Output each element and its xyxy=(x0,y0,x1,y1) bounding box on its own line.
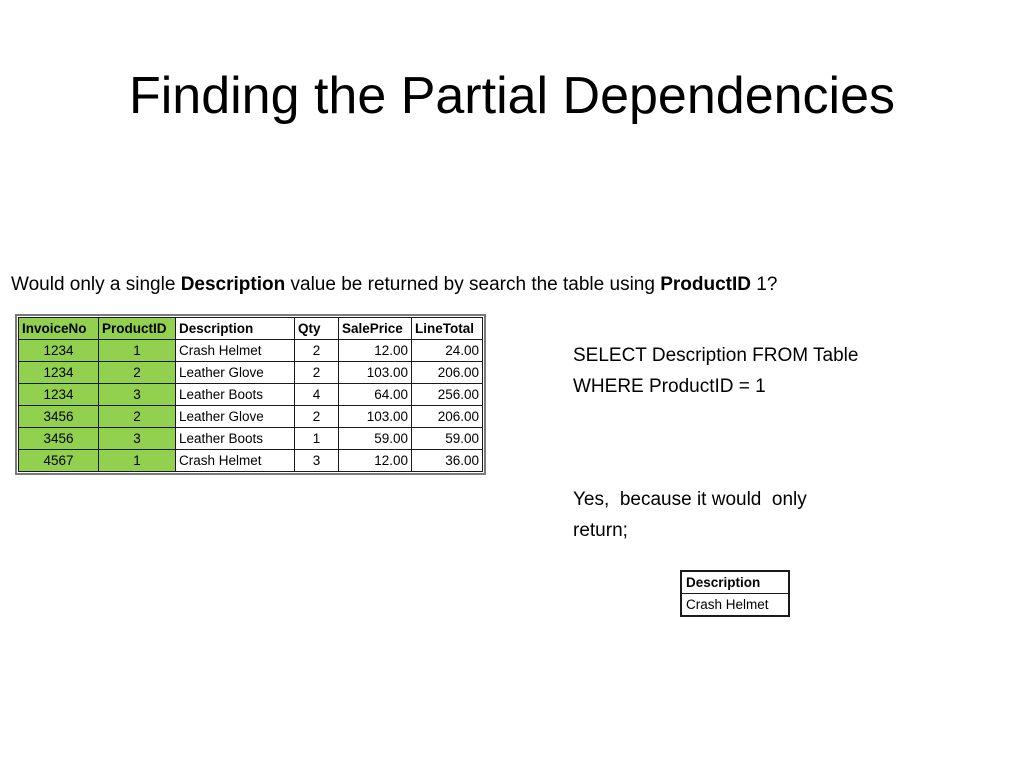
question-bold-description: Description xyxy=(180,274,286,295)
result-row xyxy=(682,594,789,616)
answer-text xyxy=(573,484,807,546)
table-row xyxy=(19,450,483,472)
cell-description: Leather Glove xyxy=(176,406,295,428)
invoice-table-frame xyxy=(15,314,486,475)
cell-qty: 2 xyxy=(295,362,339,384)
table-row xyxy=(19,428,483,450)
question-text xyxy=(11,272,777,298)
answer-line-2: return; xyxy=(573,520,628,541)
result-table-frame xyxy=(680,570,790,617)
question-bold-productid: ProductID xyxy=(660,274,751,295)
header-linetotal: LineTotal xyxy=(412,318,483,340)
answer-line-1: Yes, because it would only xyxy=(573,489,807,510)
cell-description: Leather Boots xyxy=(176,384,295,406)
cell-linetotal: 59.00 xyxy=(412,428,483,450)
header-invoiceno: InvoiceNo xyxy=(19,318,99,340)
cell-description: Leather Glove xyxy=(176,362,295,384)
sql-line-select: SELECT Description FROM Table xyxy=(573,345,859,366)
cell-qty: 1 xyxy=(295,428,339,450)
table-row xyxy=(19,362,483,384)
slide-title: Finding the Partial Dependencies xyxy=(128,67,896,125)
cell-description: Crash Helmet xyxy=(176,340,295,362)
cell-productid: 2 xyxy=(99,406,176,428)
cell-linetotal: 206.00 xyxy=(412,362,483,384)
cell-invoiceno: 1234 xyxy=(19,340,99,362)
cell-saleprice: 64.00 xyxy=(339,384,412,406)
cell-linetotal: 36.00 xyxy=(412,450,483,472)
result-header-description: Description xyxy=(682,572,789,594)
cell-qty: 4 xyxy=(295,384,339,406)
header-productid: ProductID xyxy=(99,318,176,340)
question-part-1: Would only a single xyxy=(11,274,181,295)
sql-query xyxy=(573,340,858,402)
cell-productid: 2 xyxy=(99,362,176,384)
cell-saleprice: 103.00 xyxy=(339,362,412,384)
header-qty: Qty xyxy=(295,318,339,340)
sql-line-where: WHERE ProductID = 1 xyxy=(573,376,766,397)
table-row xyxy=(19,406,483,428)
cell-invoiceno: 3456 xyxy=(19,406,99,428)
cell-invoiceno: 4567 xyxy=(19,450,99,472)
invoice-table xyxy=(18,317,483,472)
table-row xyxy=(19,384,483,406)
table-header-row xyxy=(19,318,483,340)
cell-saleprice: 103.00 xyxy=(339,406,412,428)
cell-linetotal: 24.00 xyxy=(412,340,483,362)
table-row xyxy=(19,340,483,362)
header-saleprice: SalePrice xyxy=(339,318,412,340)
cell-linetotal: 206.00 xyxy=(412,406,483,428)
cell-saleprice: 12.00 xyxy=(339,340,412,362)
question-part-3: 1? xyxy=(750,274,778,295)
result-header-row xyxy=(682,572,789,594)
cell-productid: 1 xyxy=(99,450,176,472)
cell-saleprice: 12.00 xyxy=(339,450,412,472)
cell-qty: 3 xyxy=(295,450,339,472)
cell-productid: 3 xyxy=(99,428,176,450)
cell-description: Leather Boots xyxy=(176,428,295,450)
cell-productid: 3 xyxy=(99,384,176,406)
result-cell-description: Crash Helmet xyxy=(682,594,789,616)
cell-invoiceno: 3456 xyxy=(19,428,99,450)
cell-linetotal: 256.00 xyxy=(412,384,483,406)
cell-qty: 2 xyxy=(295,340,339,362)
cell-saleprice: 59.00 xyxy=(339,428,412,450)
result-table xyxy=(681,571,789,616)
cell-invoiceno: 1234 xyxy=(19,384,99,406)
cell-description: Crash Helmet xyxy=(176,450,295,472)
cell-invoiceno: 1234 xyxy=(19,362,99,384)
cell-qty: 2 xyxy=(295,406,339,428)
header-description: Description xyxy=(176,318,295,340)
question-part-2: value be returned by search the table using xyxy=(285,274,661,295)
cell-productid: 1 xyxy=(99,340,176,362)
